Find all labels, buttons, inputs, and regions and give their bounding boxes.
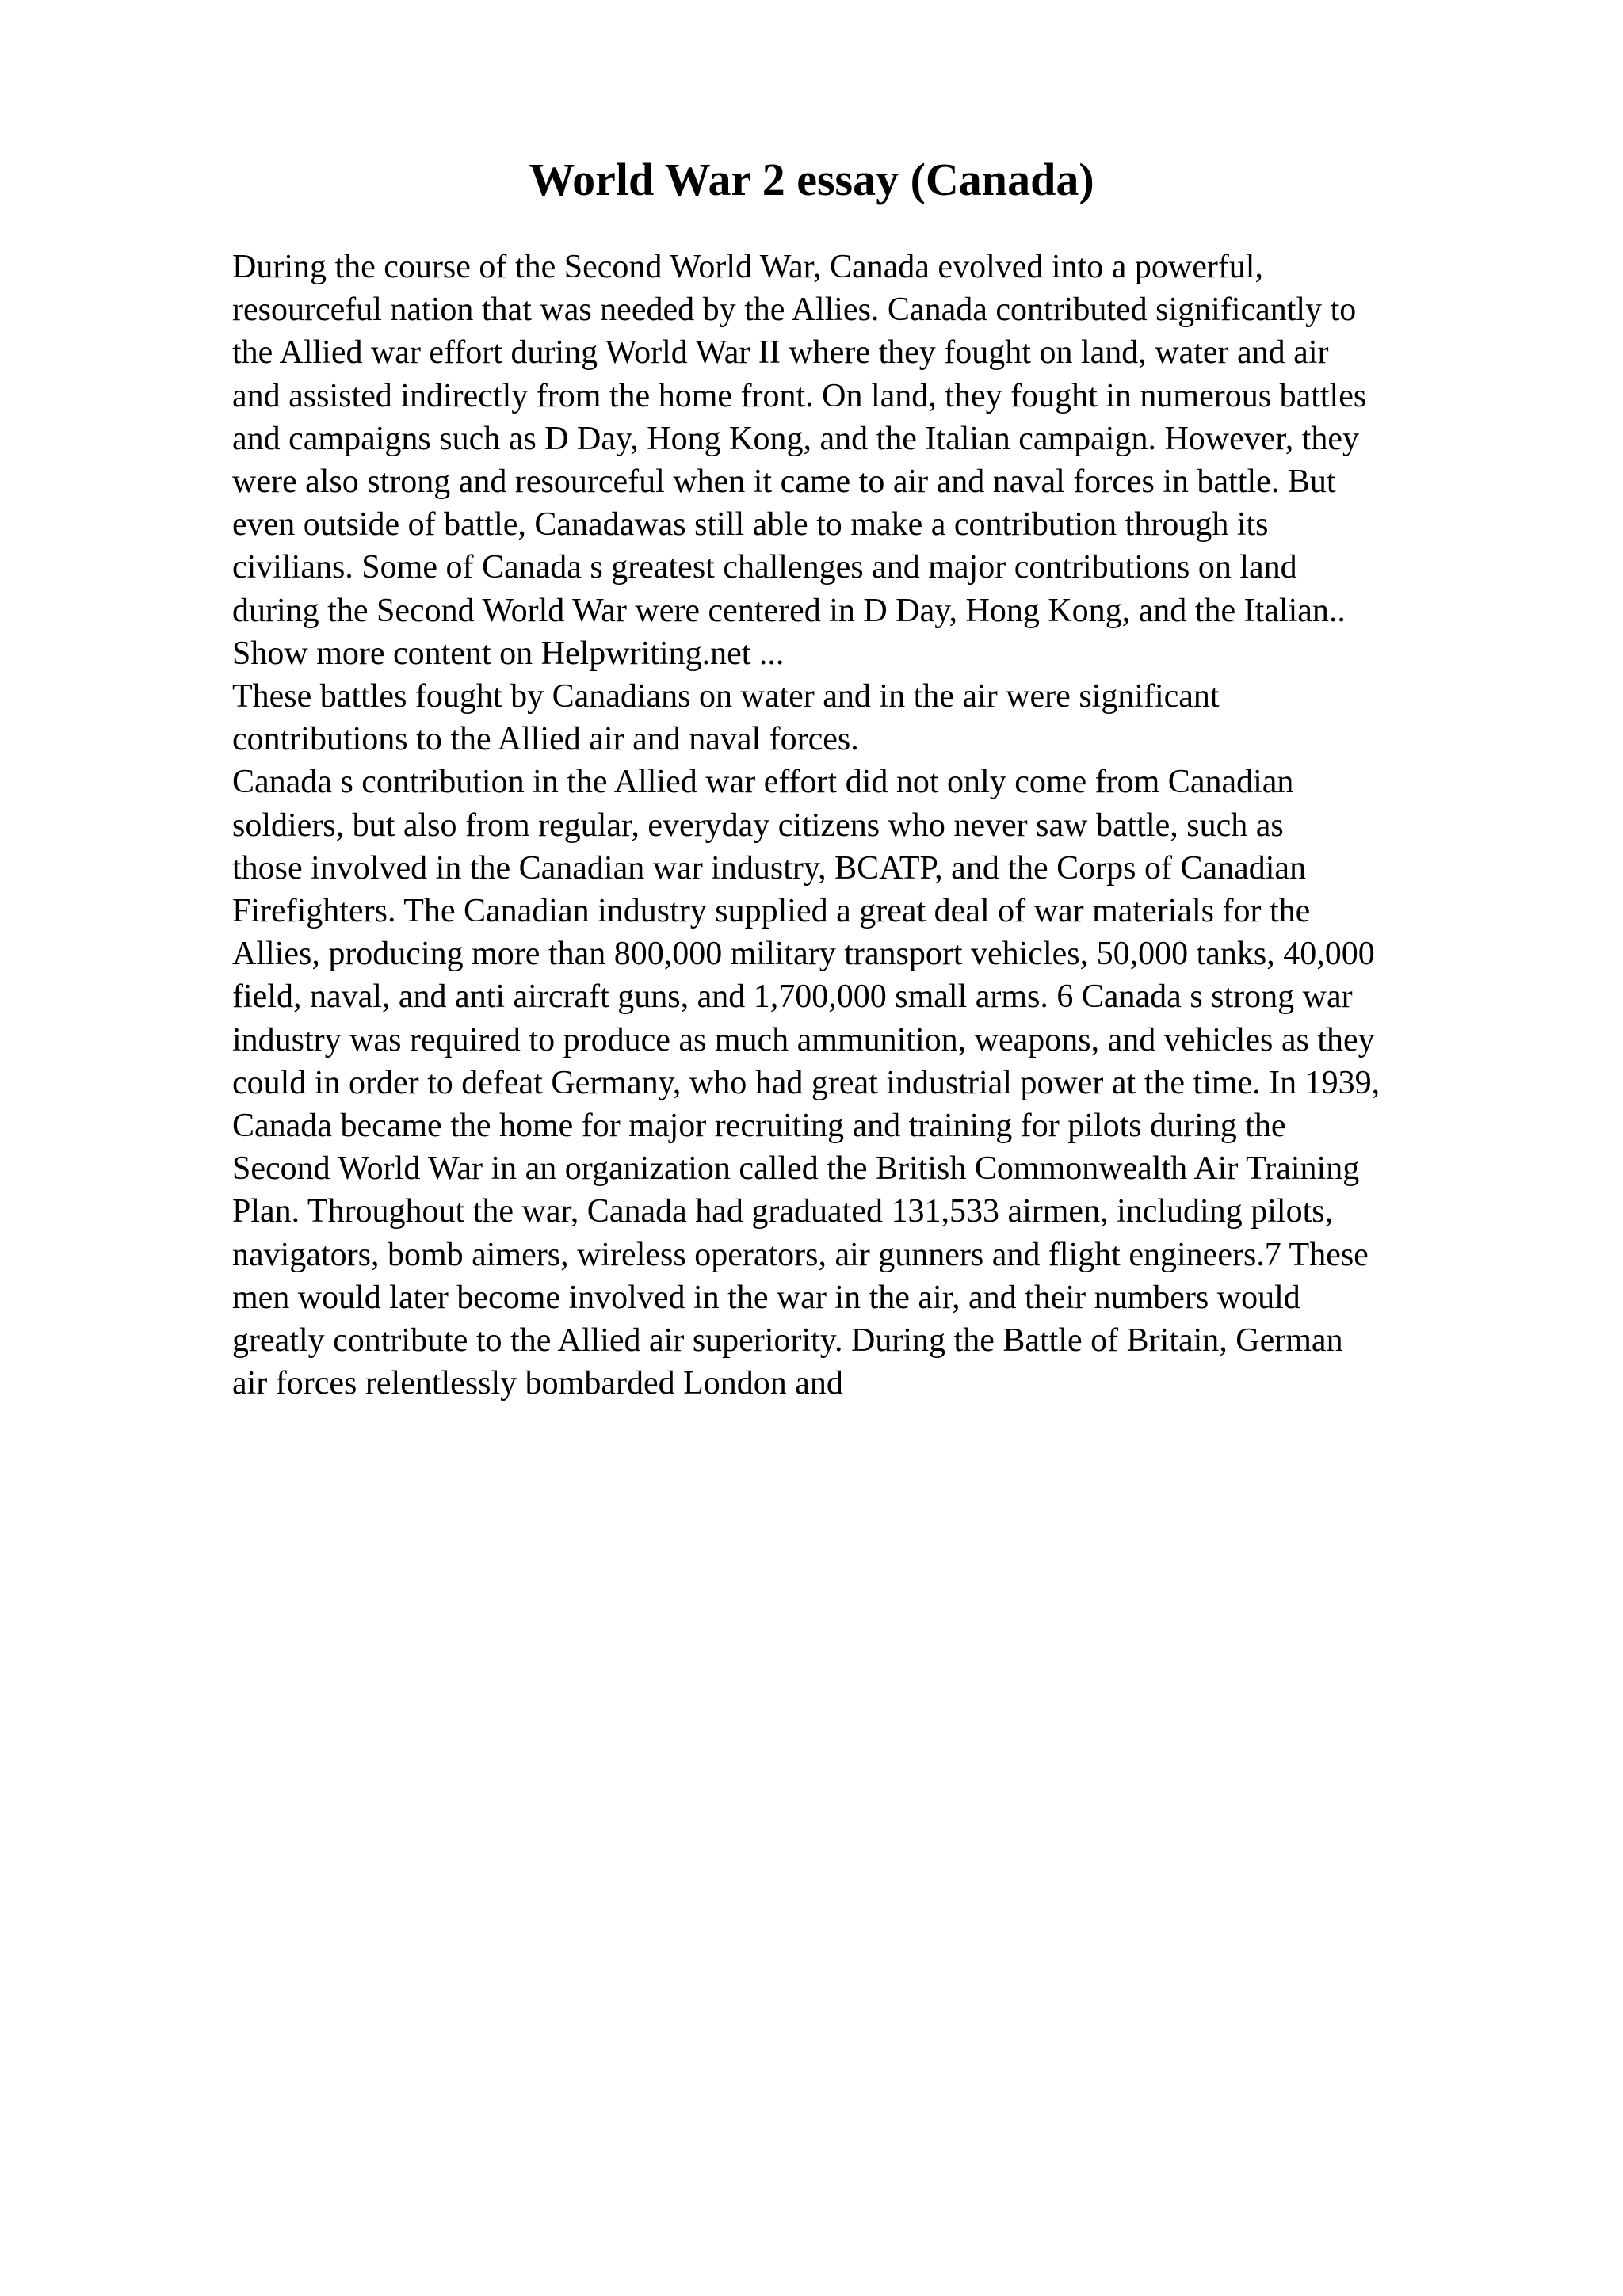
text-line: soldiers, but also from regular, everyday citizens who never saw battle, such as xyxy=(232,807,1284,844)
text-line: and assisted indirectly from the home front. On land, they fought in numerous battles xyxy=(232,377,1367,414)
essay-body xyxy=(232,246,1500,1405)
document-title: World War 2 essay (Canada) xyxy=(529,154,1094,205)
text-line: Firefighters. The Canadian industry supplied a great deal of war materials for the xyxy=(232,893,1311,930)
show-more-line: Show more content on Helpwriting.net ... xyxy=(232,635,785,672)
text-line: those involved in the Canadian war industry, BCATP, and the Corps of Canadian xyxy=(232,849,1307,887)
text-line: Canada became the home for major recruiting and training for pilots during the xyxy=(232,1108,1286,1145)
text-line: industry was required to produce as much ammunition, weapons, and vehicles as they xyxy=(232,1021,1375,1058)
text-line: Allies, producing more than 800,000 military transport vehicles, 50,000 tanks, 40,000 xyxy=(232,936,1375,973)
text-line: the Allied war effort during World War II where they fought on land, water and air xyxy=(232,334,1329,372)
text-line: Canada s contribution in the Allied war effort did not only come from Canadian xyxy=(232,764,1294,801)
text-line: were also strong and resourceful when it came to air and naval forces in battle. But xyxy=(232,463,1336,501)
text-line: greatly contribute to the Allied air superiority. During the Battle of Britain, German xyxy=(232,1322,1343,1360)
text-line: Second World War in an organization called the British Commonwealth Air Training xyxy=(232,1150,1360,1188)
text-line: contributions to the Allied air and naval forces. xyxy=(232,721,859,758)
text-line: resourceful nation that was needed by the Allies. Canada contributed significantly to xyxy=(232,292,1357,329)
text-line: navigators, bomb aimers, wireless operators, air gunners and flight engineers.7 These xyxy=(232,1236,1369,1273)
text-line: civilians. Some of Canada s greatest challenges and major contributions on land xyxy=(232,549,1297,586)
text-line: field, naval, and anti aircraft guns, and 1,700,000 small arms. 6 Canada s strong war xyxy=(232,978,1353,1016)
text-line: men would later become involved in the war in the air, and their numbers would xyxy=(232,1279,1300,1316)
text-line: could in order to defeat Germany, who had great industrial power at the time. In 1939, xyxy=(232,1064,1381,1101)
text-line: air forces relentlessly bombarded London and xyxy=(232,1365,843,1402)
text-line: during the Second World War were centered in D Day, Hong Kong, and the Italian.. xyxy=(232,592,1346,629)
text-line: and campaigns such as D Day, Hong Kong, and the Italian campaign. However, they xyxy=(232,420,1360,457)
text-line: These battles fought by Canadians on water and in the air were significant xyxy=(232,678,1220,715)
text-line: During the course of the Second World War, Canada evolved into a powerful, xyxy=(232,249,1263,285)
text-line: Plan. Throughout the war, Canada had graduated 131,533 airmen, including pilots, xyxy=(232,1193,1334,1230)
text-line: even outside of battle, Canadawas still able to make a contribution through its xyxy=(232,506,1269,543)
